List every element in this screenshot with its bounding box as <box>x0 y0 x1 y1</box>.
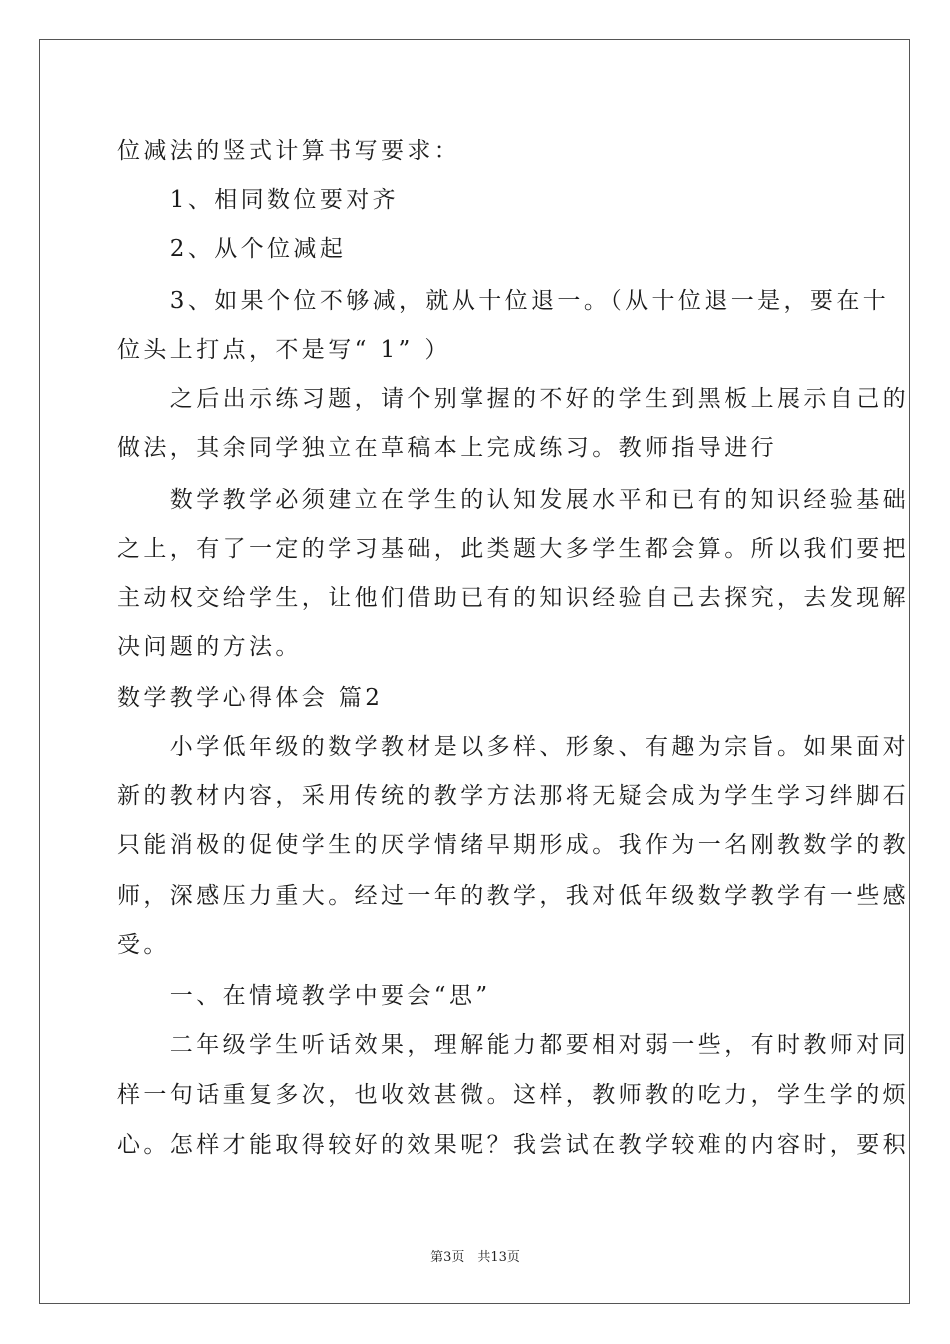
text-line: 位头上打点，不是写“ 1” ） <box>117 337 451 363</box>
section-heading: 数学教学心得体会 篇2 <box>117 685 384 711</box>
text-line: 做法，其余同学独立在草稿本上完成练习。教师指导进行 <box>117 435 777 461</box>
text-line: 2、从个位减起 <box>117 236 347 262</box>
page-border <box>39 39 910 1304</box>
page-footer: 第3页 共13页 <box>430 1250 520 1265</box>
text-line: 一、在情境教学中要会“思” <box>117 983 491 1009</box>
text-line: 心。怎样才能取得较好的效果呢？我尝试在教学较难的内容时，要积 <box>117 1132 909 1158</box>
text-line: 位减法的竖式计算书写要求： <box>117 138 461 164</box>
text-line: 决问题的方法。 <box>117 634 302 660</box>
text-line: 1、相同数位要对齐 <box>117 187 400 213</box>
text-line: 受。 <box>117 932 170 958</box>
text-line: 主动权交给学生，让他们借助已有的知识经验自己去探究，去发现解 <box>117 585 909 611</box>
text-line: 新的教材内容，采用传统的教学方法那将无疑会成为学生学习绊脚石 <box>117 783 909 809</box>
text-line: 3、如果个位不够减，就从十位退一。（从十位退一是，要在十 <box>117 288 890 314</box>
text-line: 只能消极的促使学生的厌学情绪早期形成。我作为一名刚教数学的教 <box>117 832 909 858</box>
text-line: 二年级学生听话效果，理解能力都要相对弱一些，有时教师对同 <box>117 1032 909 1058</box>
text-line: 师，深感压力重大。经过一年的教学，我对低年级数学教学有一些感 <box>117 883 909 909</box>
text-line: 数学教学必须建立在学生的认知发展水平和已有的知识经验基础 <box>117 487 909 513</box>
text-line: 之上，有了一定的学习基础，此类题大多学生都会算。所以我们要把 <box>117 536 909 562</box>
text-line: 之后出示练习题，请个别掌握的不好的学生到黑板上展示自己的 <box>117 386 909 412</box>
text-line: 小学低年级的数学教材是以多样、形象、有趣为宗旨。如果面对 <box>117 734 909 760</box>
text-line: 样一句话重复多次，也收效甚微。这样，教师教的吃力，学生学的烦 <box>117 1082 909 1108</box>
